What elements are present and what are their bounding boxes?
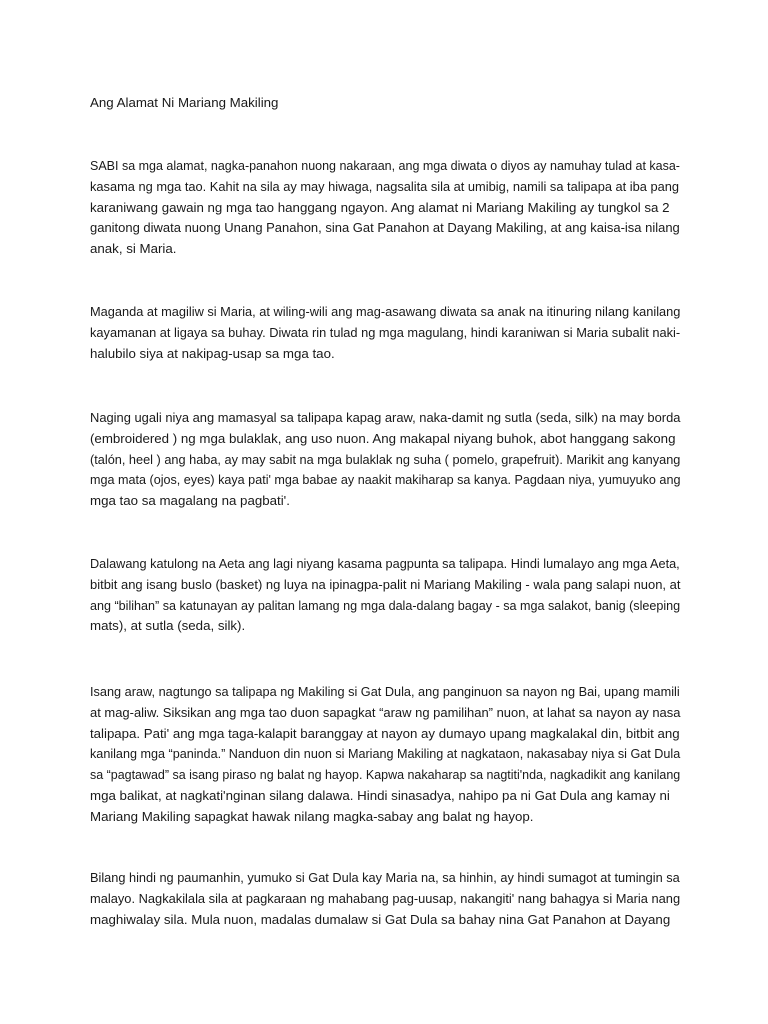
text-line: talipapa. Pati' ang mga taga-kalapit baranggay at nayon ay dumayo upang magkalakal din, bitbit ang — [90, 725, 680, 741]
text-line: Maganda at magiliw si Maria, at wiling-wili ang mag-asawang diwata sa anak na itinuring nilang kanilang — [90, 304, 681, 319]
text-line: Isang araw, nagtungo sa talipapa ng Makiling si Gat Dula, ang panginuon sa nayon ng Bai, upang mamili — [90, 684, 680, 699]
text-line: Dalawang katulong na Aeta ang lagi niyang kasama pagpunta sa talipapa. Hindi lumalayo ang mga Aeta, — [90, 556, 680, 571]
text-line: maghiwalay sila. Mula nuon, madalas dumalaw si Gat Dula sa bahay nina Gat Panahon at Dayang — [90, 911, 671, 927]
text-line: (embroidered ) ng mga bulaklak, ang uso nuon. Ang makapal niyang buhok, abot hanggang sakong — [90, 430, 676, 446]
paragraph-6 — [90, 868, 680, 930]
text-line: Bilang hindi ng paumanhin, yumuko si Gat Dula kay Maria na, sa hinhin, ay hindi sumagot at tumingin sa — [90, 870, 680, 885]
text-line: anak, si Maria. — [90, 241, 177, 257]
text-line: kanilang mga “paninda.” Nanduon din nuon si Mariang Makiling at nagkataon, nakasabay niya si Gat Dula — [90, 747, 681, 762]
text-line: at mag-aliw. Siksikan ang mga tao duon sapagkat “araw ng pamilihan” nuon, at lahat sa nayon ay nasa — [90, 704, 681, 720]
text-line: sa “pagtawad” sa isang piraso ng balat ng hayop. Kapwa nakaharap sa nagtiti'nda, nagkadikit ang kanilang — [90, 768, 681, 783]
text-line: kayamanan at ligaya sa buhay. Diwata rin tulad ng mga magulang, hindi karaniwan si Maria subalit naki- — [90, 324, 681, 340]
text-line: (talón, heel ) ang haba, ay may sabit na mga bulaklak ng suha ( pomelo, grapefruit). Marikit ang kanyang — [90, 451, 681, 467]
document-title: Ang Alamat Ni Mariang Makiling — [90, 95, 279, 110]
text-line: halubilo siya at nakipag-usap sa mga tao. — [90, 345, 335, 361]
text-line: SABI sa mga alamat, nagka-panahon nuong nakaraan, ang mga diwata o diyos ay namuhay tulad at kasa- — [90, 159, 680, 173]
text-line: malayo. Nagkakilala sila at pagkaraan ng mahabang pag-uusap, nakangiti' nang bahagya si Maria nang — [90, 890, 681, 906]
text-line: Naging ugali niya ang mamasyal sa talipapa kapag araw, naka-damit ng sutla (seda, silk) na may borda — [90, 410, 681, 425]
text-line: mats), at sutla (seda, silk). — [90, 618, 246, 634]
paragraph-1 — [90, 156, 680, 260]
text-line: bitbit ang isang buslo (basket) ng luya na ipinagpa-palit ni Mariang Makiling - wala pang salapi nuon, at — [90, 576, 681, 592]
text-line: mga mata (ojos, eyes) kaya pati' mga babae ay naakit makiharap sa kanya. Pagdaan niya, yumuyuko ang — [90, 473, 681, 488]
paragraph-5 — [90, 682, 680, 828]
text-line: kasama ng mga tao. Kahit na sila ay may hiwaga, nagsalita sila at umibig, namili sa talipapa at iba pang — [90, 178, 680, 194]
paragraph-2 — [90, 302, 680, 364]
text-line: ganitong diwata nuong Unang Panahon, sina Gat Panahon at Dayang Makiling, at ang kaisa-isa nilang — [90, 220, 680, 236]
text-line: Mariang Makiling sapagkat hawak nilang magka-sabay ang balat ng hayop. — [90, 808, 534, 824]
text-line: karaniwang gawain ng mga tao hanggang ngayon. Ang alamat ni Mariang Makiling ay tungkol sa 2 — [90, 199, 670, 215]
text-line: mga balikat, at nagkati'nginan silang dalawa. Hindi sinasadya, nahipo pa ni Gat Dula ang kamay ni — [90, 787, 670, 803]
text-line: mga tao sa magalang na pagbati'. — [90, 493, 290, 509]
paragraph-4 — [90, 554, 680, 637]
text-line: ang “bilihan” sa katunayan ay palitan lamang ng mga dala-dalang bagay - sa mga salakot, banig (sleeping — [90, 598, 681, 613]
paragraph-3 — [90, 408, 680, 512]
